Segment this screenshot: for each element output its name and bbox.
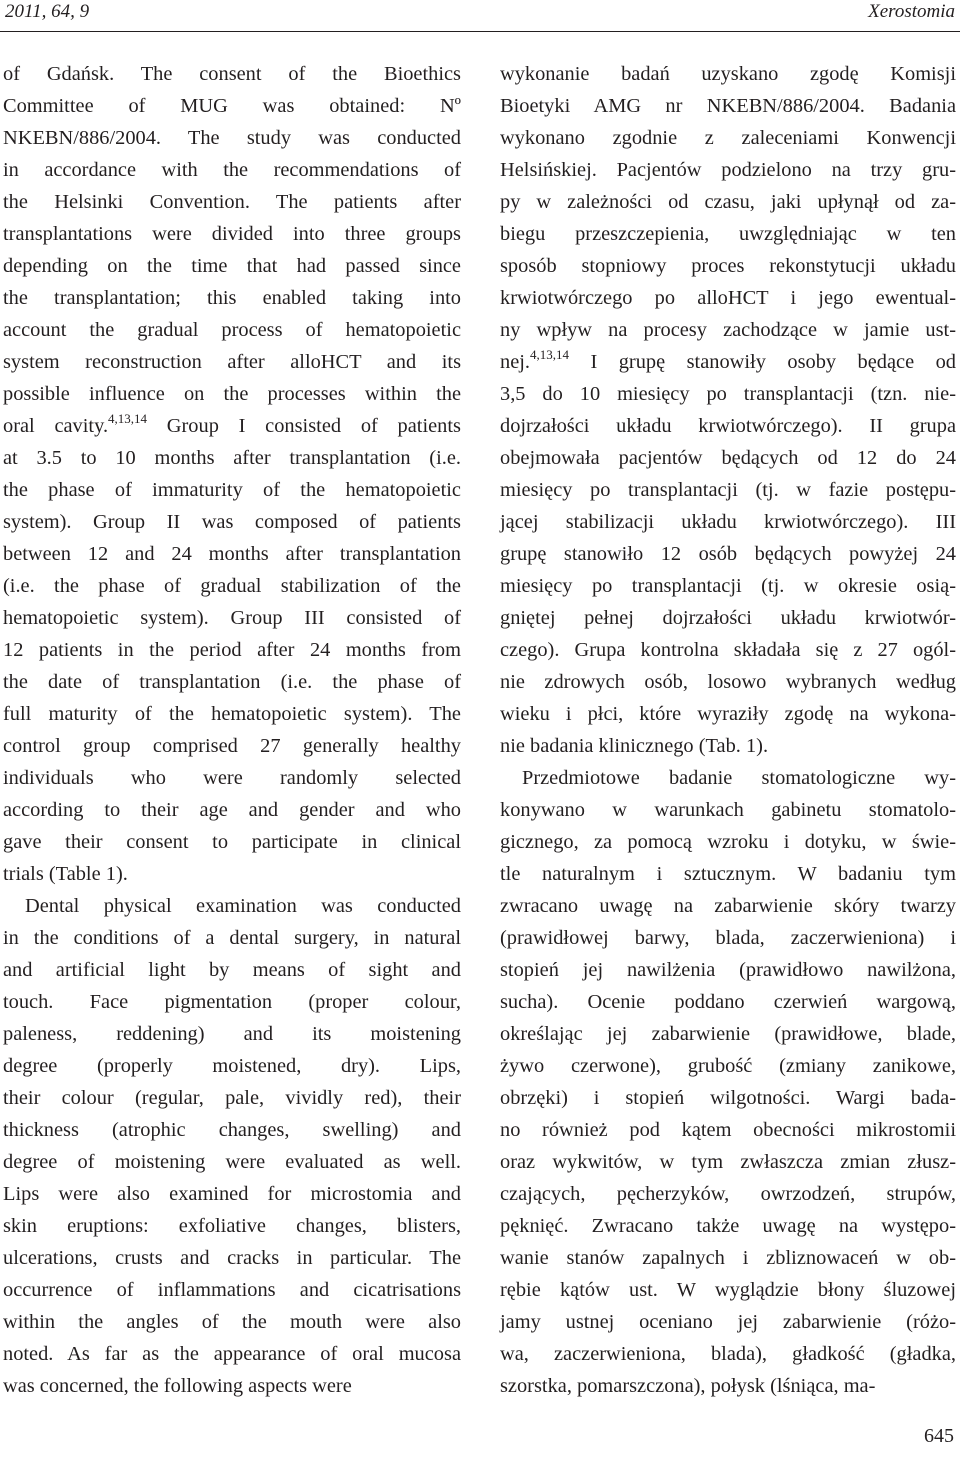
text-line: biegu przeszczepienia, uwzględniając w ten: [500, 223, 956, 245]
text-line: miesięcy po transplantacji (tj. w fazie postępu-: [500, 479, 956, 501]
text-line: and artificial light by means of sight and: [3, 959, 461, 981]
text-line: jamy ustnej oceniano jej zabarwienie (różo-: [500, 1311, 956, 1333]
text-line: trials (Table 1).: [3, 863, 128, 885]
text-line: nej.$^{4,13,14}$ I grupę stanowiły osoby będące od: [500, 347, 956, 373]
text-line: individuals who were randomly selected: [3, 767, 461, 789]
text-line: in accordance with the recommendations of: [3, 159, 461, 181]
text-line: the phase of immaturity of the hematopoietic: [3, 479, 461, 501]
text-line: according to their age and gender and who: [3, 799, 461, 821]
text-line: their colour (regular, pale, vividly red), their: [3, 1087, 461, 1109]
text-line: system). Group II was composed of patients: [3, 511, 461, 533]
text-line: thickness (atrophic changes, swelling) and: [3, 1119, 461, 1141]
journal-citation: 2011, 64, 9: [5, 1, 90, 22]
text-line: stopień jej nawilżenia (prawidłowo nawilżona,: [500, 959, 956, 981]
text-line: ny wpływ na procesy zachodzące w jamie ust-: [500, 319, 956, 341]
text-line: obrzęki) i stopień wilgotności. Wargi bada-: [500, 1087, 956, 1109]
text-line: paleness, reddening) and its moistening: [3, 1023, 461, 1045]
running-head: [0, 0, 960, 34]
citation-superscript: 4,13,14: [530, 347, 570, 363]
text-line: control group comprised 27 generally healthy: [3, 735, 461, 757]
text-line: (i.e. the phase of gradual stabilization of the: [3, 575, 461, 597]
text-line: krwiotwórczego po alloHCT i jego ewentual-: [500, 287, 956, 309]
text-line: czego). Grupa kontrolna składała się z 27 ogól-: [500, 639, 956, 661]
text-line: jącej stabilizacji układu krwiotwórczego). III: [500, 511, 956, 533]
text-line: full maturity of the hematopoietic system). The: [3, 703, 461, 725]
article-topic: Xerostomia: [868, 1, 955, 22]
text-line: 12 patients in the period after 24 months from: [3, 639, 461, 661]
text-line: degree (properly moistened, dry). Lips,: [3, 1055, 461, 1077]
text-line: skin eruptions: exfoliative changes, blisters,: [3, 1215, 461, 1237]
text-line: grupę stanowiło 12 osób będących powyżej 24: [500, 543, 956, 565]
text-line: wieku i płci, które wyraziły zgodę na wykona-: [500, 703, 956, 725]
text-line: nie badania klinicznego (Tab. 1).: [500, 735, 769, 757]
text-line: wa, zaczerwieniona, blada), gładkość (gładka,: [500, 1343, 956, 1365]
text-line: depending on the time that had passed since: [3, 255, 461, 277]
text-line: occurrence of inflammations and cicatrisations: [3, 1279, 461, 1301]
text-line: between 12 and 24 months after transplantation: [3, 543, 461, 565]
text-line: at 3.5 to 10 months after transplantation (i.e.: [3, 447, 461, 469]
text-line: żywo czerwone), grubość (zmiany zanikowe,: [500, 1055, 956, 1077]
text-line: tle naturalnym i sztucznym. W badaniu tym: [500, 863, 956, 885]
text-line: Lips were also examined for microstomia and: [3, 1183, 461, 1205]
text-line: pęknięć. Zwracano także uwagę na występo-: [500, 1215, 956, 1237]
text-line: gniętej pełnej dojrzałości układu krwiotwór-: [500, 607, 956, 629]
text-line: py w zależności od czasu, jaki upłynął od za-: [500, 191, 956, 213]
text-line: sposób stopniowy proces rekonstytucji układu: [500, 255, 956, 277]
text-line: wanie stanów zapalnych i zbliznowaceń w ob-: [500, 1247, 956, 1269]
citation-superscript: 4,13,14: [108, 411, 148, 427]
text-line: the date of transplantation (i.e. the phase of: [3, 671, 461, 693]
text-line: Dental physical examination was conducted: [25, 895, 461, 917]
text-line: Helsińskiej. Pacjentów podzielono na trzy gru-: [500, 159, 956, 181]
text-line: Committee of MUG was obtained: Nº: [3, 95, 461, 117]
text-line: Przedmiotowe badanie stomatologiczne wy-: [522, 767, 956, 789]
text-line: czających, pęcherzyków, owrzodzeń, strupów,: [500, 1183, 956, 1205]
text-line: szorstka, pomarszczona), połysk (lśniąca, ma-: [500, 1375, 876, 1397]
text-line: (prawidłowej barwy, blada, zaczerwieniona) i: [500, 927, 956, 949]
text-line: system reconstruction after alloHCT and its: [3, 351, 461, 373]
text-line: hematopoietic system). Group III consisted of: [3, 607, 461, 629]
text-line: rębie kątów ust. W wyglądzie błony śluzowej: [500, 1279, 956, 1301]
text-line: gave their consent to participate in clinical: [3, 831, 461, 853]
text-line: wykonano zgodnie z zaleceniami Konwencji: [500, 127, 956, 149]
english-text-column: [3, 58, 461, 1402]
text-line: miesięcy po transplantacji (tj. w okresie osią-: [500, 575, 956, 597]
text-line: dojrzałości układu krwiotwórczego). II grupa: [500, 415, 956, 437]
text-line: transplantations were divided into three groups: [3, 223, 461, 245]
text-line: degree of moistening were evaluated as well.: [3, 1151, 461, 1173]
text-line: noted. As far as the appearance of oral mucosa: [3, 1343, 461, 1365]
text-line: zwracano uwagę na zabarwienie skóry twarzy: [500, 895, 956, 917]
text-line: 3,5 do 10 miesięcy po transplantacji (tzn. nie-: [500, 383, 956, 405]
text-line: account the gradual process of hematopoietic: [3, 319, 461, 341]
text-line: obejmowała pacjentów będących od 12 do 24: [500, 447, 956, 469]
text-line: of Gdańsk. The consent of the Bioethics: [3, 63, 461, 85]
text-line: Bioetyki AMG nr NKEBN/886/2004. Badania: [500, 95, 956, 117]
text-line: oraz wykwitów, w tym zwłaszcza zmian złusz-: [500, 1151, 956, 1173]
text-line: was concerned, the following aspects were: [3, 1375, 352, 1397]
text-line: the transplantation; this enabled taking into: [3, 287, 461, 309]
text-line: konywano w warunkach gabinetu stomatolo-: [500, 799, 956, 821]
text-line: possible influence on the processes within the: [3, 383, 461, 405]
text-line: oral cavity.$^{4,13,14}$ Group I consisted of patients: [3, 411, 461, 437]
text-line: nie zdrowych osób, losowo wybranych według: [500, 671, 956, 693]
text-line: określając jej zabarwienie (prawidłowe, blade,: [500, 1023, 956, 1045]
text-line: sucha). Ocenie poddano czerwień wargową,: [500, 991, 956, 1013]
text-line: touch. Face pigmentation (proper colour,: [3, 991, 461, 1013]
text-line: in the conditions of a dental surgery, in natural: [3, 927, 461, 949]
polish-text-column: [500, 58, 956, 1402]
text-line: NKEBN/886/2004. The study was conducted: [3, 127, 461, 149]
text-line: ulcerations, crusts and cracks in particular. The: [3, 1247, 461, 1269]
text-line: no również pod kątem obecności mikrostomii: [500, 1119, 956, 1141]
text-line: within the angles of the mouth were also: [3, 1311, 461, 1333]
text-line: the Helsinki Convention. The patients after: [3, 191, 461, 213]
text-line: wykonanie badań uzyskano zgodę Komisji: [500, 63, 956, 85]
page-number: 645: [924, 1425, 954, 1447]
header-rule: [0, 31, 960, 32]
text-line: gicznego, za pomocą wzroku i dotyku, w świe-: [500, 831, 956, 853]
